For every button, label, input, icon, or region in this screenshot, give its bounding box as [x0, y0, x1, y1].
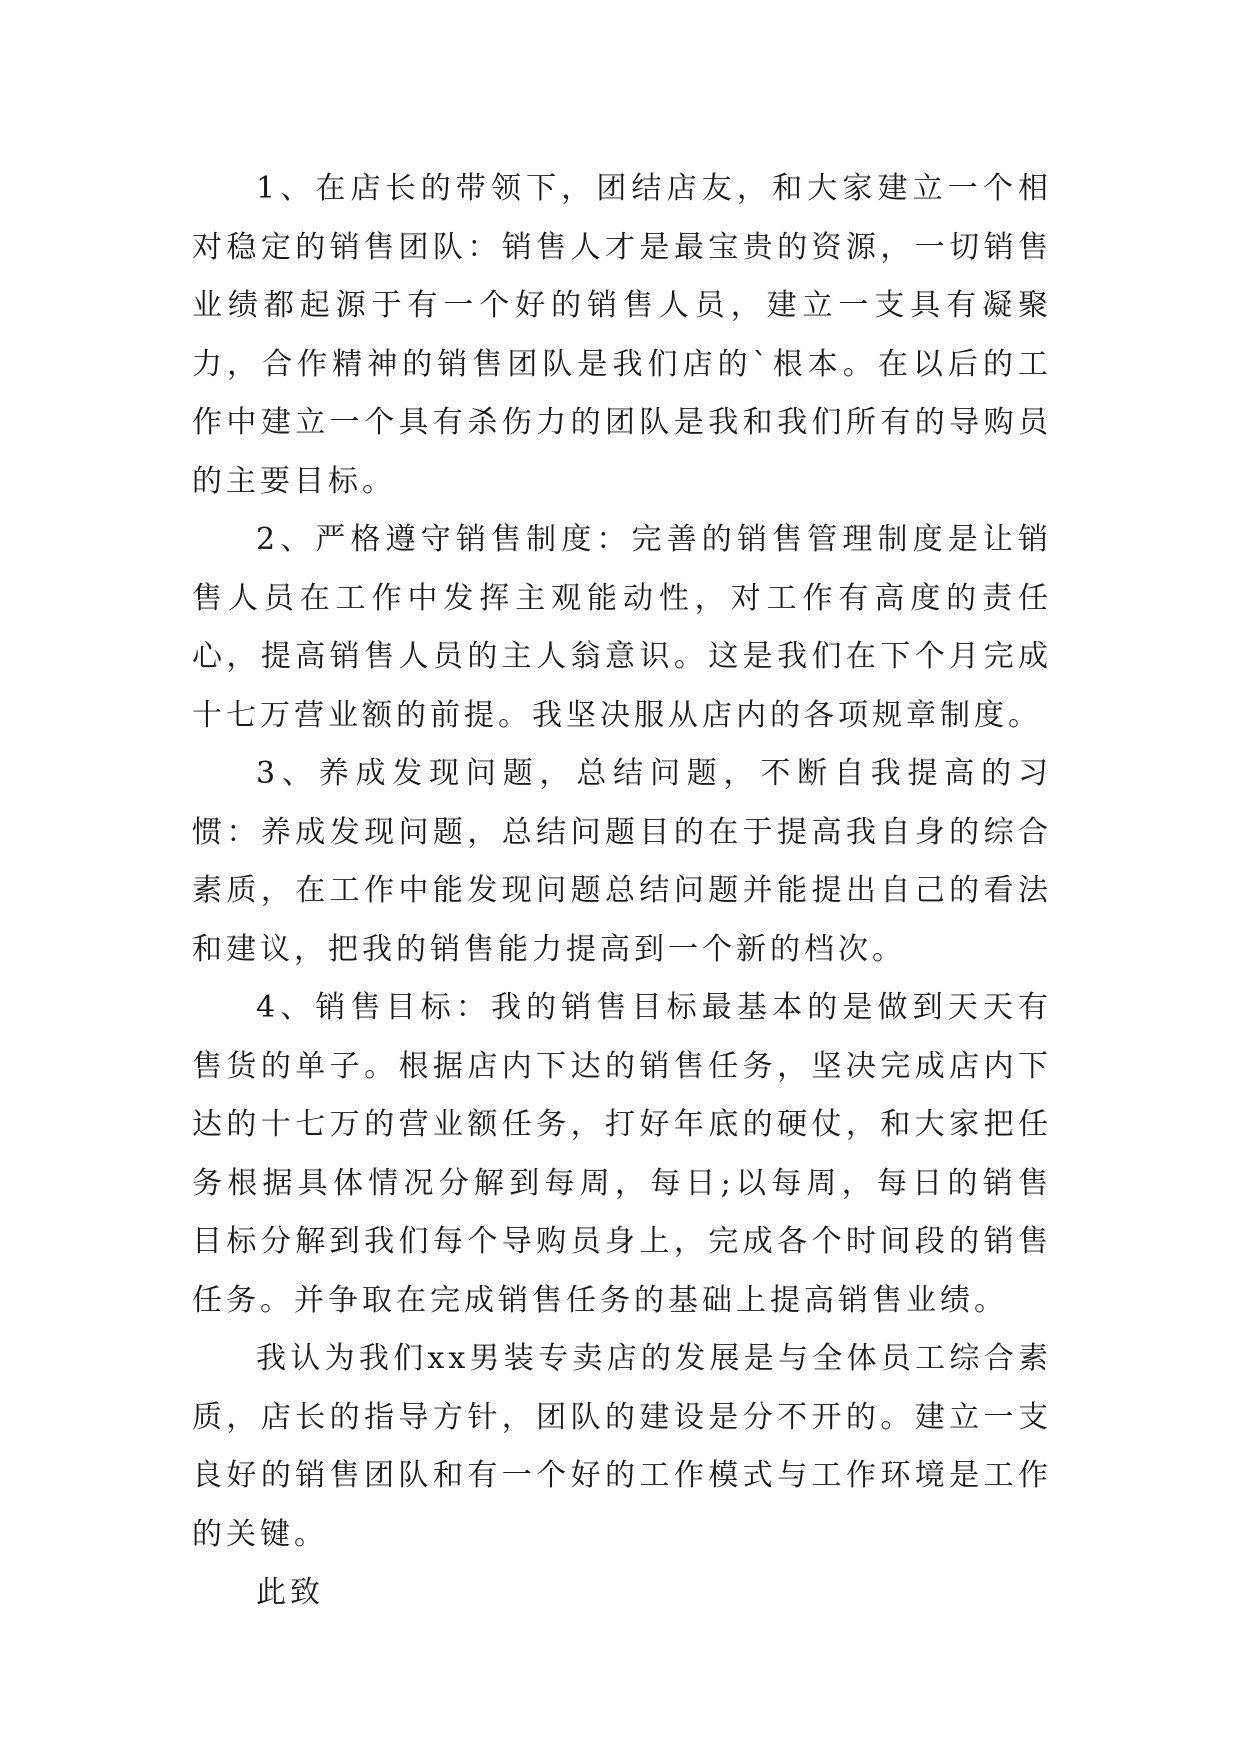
- paragraph-1: 1、在店长的带领下，团结店友，和大家建立一个相对稳定的销售团队：销售人才是最宝贵的资源，一切销售业绩都起源于有一个好的销售人员，建立一支具有凝聚力，合作精神的销售团队是我们店的`根本。在以后的工作中建立一个具有杀伤力的团队是我和我们所有的导购员的主要目标。: [192, 171, 1052, 499]
- paragraph-2: 2、严格遵守销售制度：完善的销售管理制度是让销售人员在工作中发挥主观能动性，对工作有高度的责任心，提高销售人员的主人翁意识。这是我们在下个月完成十七万营业额的前提。我坚决服从店内的各项规章制度。: [192, 522, 1052, 733]
- closing-salutation: 此致: [256, 1575, 324, 1610]
- paragraph-4: 4、销售目标：我的销售目标最基本的是做到天天有售货的单子。根据店内下达的销售任务，坚决完成店内下达的十七万的营业额任务，打好年底的硬仗，和大家把任务根据具体情况分解到每周，每日;以每周，每日的销售目标分解到我们每个导购员身上，完成各个时间段的销售任务。并争取在完成销售任务的基础上提高销售业绩。: [192, 990, 1052, 1318]
- document-body: [192, 160, 1052, 1623]
- paragraph-5: 我认为我们xx男装专卖店的发展是与全体员工综合素质，店长的指导方针，团队的建设是分不开的。建立一支良好的销售团队和有一个好的工作模式与工作环境是工作的关键。: [192, 1341, 1052, 1552]
- paragraph-3: 3、养成发现问题，总结问题，不断自我提高的习惯：养成发现问题，总结问题目的在于提高我自身的综合素质，在工作中能发现问题总结问题并能提出自己的看法和建议，把我的销售能力提高到一个新的档次。: [192, 756, 1052, 967]
